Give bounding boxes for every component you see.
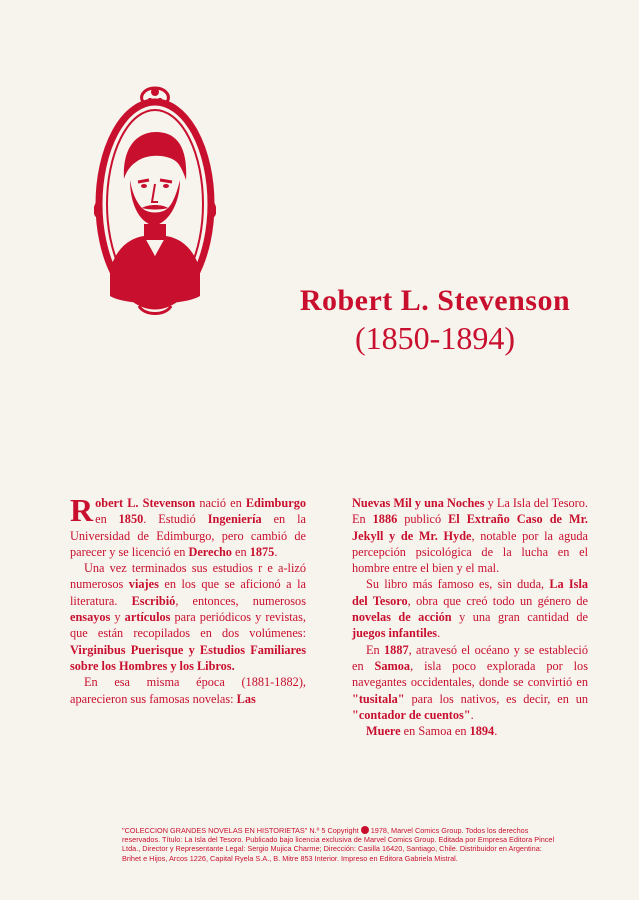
- bio-text: La Isla del Tesoro: [496, 496, 585, 510]
- copyright-footer: [122, 826, 562, 863]
- bio-text: en la Universidad de Edimburgo, pero cambió de parecer y se licenció en: [70, 512, 306, 559]
- bio-text: viajes: [128, 577, 159, 592]
- bio-text: novelas de acción: [352, 610, 452, 625]
- biography-right-column: [352, 495, 588, 739]
- footer-text: 1978, Marvel Comics Group. Todos los derechos reservados. Título: La Isla del Tesoro. Publicado bajo licencia exclusiva de Marvel Comics Group. Editada por Empresa Editora Pincel Ltda., Director y Representante Legal: Sergio Mujica Charme; Dirección: Casilla 16420, Santiago, Chile. Distribuidor en Argentina: Brihet e Hijos, Arcos 1226, Capital Ryela S.A., B. Mitre 853 Interior. Impreso en Editora Gabriela Mistral.: [122, 826, 555, 863]
- bio-text: y una gran cantidad de: [451, 610, 589, 625]
- bio-text: 1886: [372, 512, 398, 527]
- bio-text: en: [231, 544, 250, 559]
- bio-text: "contador de cuentos": [352, 707, 471, 722]
- bio-text: , notable por la aguda percepción psicológica de la lucha en el hombre entre el bien y el mal.: [352, 528, 588, 576]
- bio-text: en los que se aficionó a la literatura.: [70, 577, 306, 608]
- bio-text: Edimburgo: [245, 496, 306, 510]
- bio-text: en: [95, 512, 119, 527]
- author-years: (1850-1894): [355, 320, 515, 356]
- bio-text: La Isla del Tesoro: [352, 577, 589, 608]
- bio-text: .: [494, 724, 498, 739]
- bio-text: 1894: [469, 724, 495, 739]
- bio-text: .: [274, 544, 278, 559]
- bio-text: En esa misma época (1881-1882), aparecieron sus famosas novelas:: [70, 675, 306, 706]
- bio-text: .: [437, 626, 441, 641]
- bio-text: Las: [236, 691, 256, 706]
- bio-text: y: [484, 496, 497, 510]
- bio-text: 1850: [118, 512, 144, 527]
- bio-text: nació en: [195, 496, 246, 510]
- footer-text: "COLECCION GRANDES NOVELAS EN HISTORIETAS" N.º 5 Copyright: [122, 826, 361, 835]
- bio-text: Samoa: [374, 658, 411, 673]
- bio-text: Virginibus Puerisque y Estudios Familiares sobre los Hombres y los Libros.: [70, 642, 306, 673]
- bio-text: para los nativos, es decir, en un: [404, 691, 588, 706]
- bio-text: ensayos: [70, 610, 111, 625]
- bio-text: . Estudió: [143, 512, 208, 527]
- bio-text: , atravesó el océano y se estableció en: [352, 642, 588, 673]
- copyright-icon: [361, 826, 369, 834]
- bio-text: juegos infantiles: [352, 626, 438, 641]
- bio-text: , entonces, numerosos: [175, 593, 306, 608]
- bio-text: en Samoa en: [400, 724, 470, 739]
- bio-text: El Extraño Caso de Mr. Jekyll y de Mr. Hyde: [352, 512, 588, 543]
- author-name: Robert L. Stevenson: [299, 284, 571, 317]
- bio-paragraph-7: [352, 723, 588, 739]
- bio-text: Su libro más famoso es, sin duda,: [366, 577, 550, 592]
- bio-text: , isla poco explorada por los navegantes occidentales, donde se convirtió en: [352, 658, 588, 690]
- bio-text: Muere: [366, 724, 401, 739]
- biography-left-column: [70, 492, 306, 707]
- bio-text: obert L. Stevenson: [95, 496, 196, 510]
- bio-text: . En: [352, 496, 588, 527]
- stevenson-portrait-icon: [94, 84, 216, 318]
- bio-text: Una vez terminados sus estudios r e a-lizó numerosos: [70, 561, 306, 592]
- bio-text: 1875: [249, 544, 275, 559]
- bio-text: Ingeniería: [207, 512, 262, 527]
- bio-paragraph-6: [352, 642, 588, 723]
- drop-cap: R: [70, 492, 94, 528]
- bio-text: 1887: [384, 642, 409, 657]
- bio-text: publicó: [397, 512, 449, 527]
- bio-text: Derecho: [188, 544, 232, 559]
- bio-text: "tusitala": [352, 691, 405, 706]
- bio-text: En: [366, 642, 385, 657]
- bio-paragraph-3: [70, 674, 306, 707]
- bio-text: y: [110, 610, 125, 625]
- bio-paragraph-4: [352, 495, 588, 576]
- bio-text: Nuevas Mil y una Noches: [352, 496, 485, 510]
- bio-paragraph-1: [70, 492, 306, 560]
- bio-text: , obra que creó todo un género de: [407, 593, 588, 608]
- bio-text: para periódicos y revistas, que están recopilados en dos volúmenes:: [70, 610, 306, 641]
- bio-paragraph-5: [352, 576, 588, 641]
- page-title: [250, 283, 620, 357]
- bio-text: Escribió: [131, 593, 176, 608]
- bio-text: .: [470, 707, 474, 722]
- bio-paragraph-2: [70, 560, 306, 674]
- bio-text: artículos: [124, 610, 171, 625]
